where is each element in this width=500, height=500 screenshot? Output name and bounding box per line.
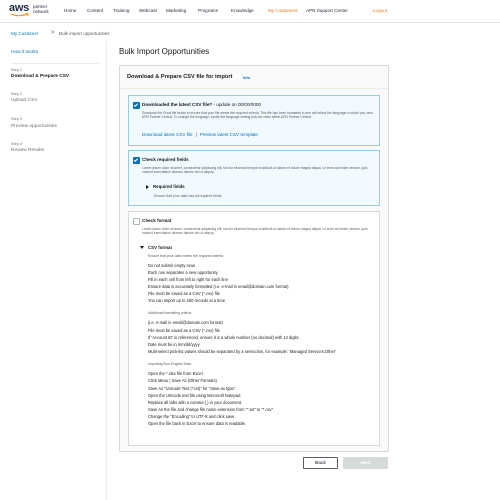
rule-item: Replace all tabs with a comma (,) in your document. [148,400,243,405]
panel-title: Download & Prepare CSV file for import [127,74,233,80]
required-fields-checkbox[interactable] [133,157,140,164]
check-format-card [128,211,380,446]
rule-item: Save As "Unicode Text (*.txt)" for "Save as type". [148,386,237,391]
check-format-checkbox[interactable] [133,218,140,225]
nav-home[interactable]: Home [64,8,77,13]
step-4-title: Review Results [11,148,45,153]
download-csv-description: Download the Excel file below to ensure that your file meets the required criteria. This file has been formatted in and will reflect the language in which you view APN Partner Central. To change the language, locate the language setting pick-list value within APN Partner Central. [142,111,373,120]
next-button[interactable]: Next [343,457,388,469]
rule-item: Date must be in mm/dd/yyyy [148,342,200,347]
nav-knowledge[interactable]: Knowledge [231,8,254,13]
rule-item: File must be saved as a CSV (*.csv) file [148,328,220,333]
step-3-title: Preview opportunities [11,124,57,129]
expand-down-icon [140,246,144,249]
nav-my-customers[interactable]: My Customers [268,8,298,13]
breadcrumb-current: Bulk import opportunities [59,31,110,36]
info-link[interactable]: Info [243,76,250,80]
required-fields-card [128,150,380,206]
logout-link[interactable]: Logout [373,8,388,13]
step-4-number: Step 4 [11,142,22,146]
criteria-heading: Ensure that your data meets the required criteria [148,254,224,258]
rule-item: Change the "Encoding" to UTF-8 and click save. [148,414,236,419]
breadcrumb-separator-icon: > [51,30,55,36]
rule-item: Fill in each cell from left to right for each line [148,277,228,282]
required-fields-description: Lorem ipsum dolor sit amet, consectetur adipiscing elit, sed do eiusmod tempor incididunt ut labore et dolore magna aliqua. Ut enim ad minim veniam, quis nostrud exercitation ullamco laboris nisi ut aliquip. [142,166,368,175]
link-separator: | [195,132,197,137]
download-csv-title: Downloaded the latest CSV file? - update on 00/00/0000 [142,102,261,107]
check-format-title: Check format [142,218,172,223]
download-csv-card [128,95,380,146]
download-latest-csv-link[interactable]: Download latest CSV file [142,132,193,137]
nav-training[interactable]: Training [113,8,130,13]
nav-programs[interactable]: Programs [198,8,218,13]
step-3-number: Step 3 [11,117,22,121]
required-fields-title: Check required fields [142,157,189,162]
logo-subtitle: partner network [33,4,49,14]
rule-item: Do not submit empty rows [148,263,196,268]
prepare-csv-panel [119,65,389,452]
rule-item: Ensure data is accurately formatted (i.e. e-mail in email@domain.com format) [148,284,289,289]
nav-webcast[interactable]: Webcast [139,8,157,13]
preview-csv-template-link[interactable]: Preview latest CSV template [199,132,258,137]
additional-criteria-heading: Additional formatting criteria [148,311,192,315]
rule-item: Save As the file and change file name extension from "*.txt" to "*.csv". [148,407,275,412]
download-links [142,132,258,137]
non-english-heading: Importing Non-English Data [148,362,191,366]
rule-item: (i.e. e-mail in email@domain.com format) [148,320,223,325]
top-navigation-bar [0,0,500,23]
panel-header [120,66,388,89]
back-button[interactable]: Back [303,457,338,469]
breadcrumb-my-customer[interactable]: My Customer [11,31,39,36]
nav-marketing[interactable]: Marketing [166,8,187,13]
aws-partner-network-logo[interactable] [9,3,59,19]
rule-item: Open the Unicode text file using Microsoft Notepad [148,393,241,398]
expand-right-icon [146,185,149,189]
download-csv-checkbox[interactable] [133,102,140,109]
step-1-title[interactable]: Download & Prepare CSV [11,74,70,79]
required-fields-note: Ensure that your data has all required fields [154,194,222,198]
rule-item: File must be saved as a CSV (*.csv) file [148,291,220,296]
rule-item: If 'Account ID' is referenced, ensure it is a whole number (no decimal) with 12 digits [148,335,299,340]
sidebar-divider [11,63,99,64]
nav-apn-support-center[interactable]: APN Support Center [306,8,348,13]
rule-item: Each row separates a new opportunity [148,270,218,275]
rule-item: You can import up to 250 records at a time [148,298,225,303]
wizard-sidebar [0,41,107,500]
required-fields-toggle[interactable]: Required fields [146,184,185,189]
rule-item: Multi-select pick-list values should be separated by a semicolon, for example: 'Managed Services;Other' [148,349,336,354]
step-2-title: Upload CSV [11,98,38,103]
rule-item: Open the file back in Excel to ensure data is readable. [148,421,247,426]
step-2-number: Step 2 [11,92,22,96]
csv-format-toggle[interactable]: CSV format [140,245,172,250]
logo-wordmark: aws [9,2,29,14]
step-1-number: Step 1 [11,68,22,72]
nav-content[interactable]: Content [87,8,104,13]
smile-arrow-icon [10,13,29,17]
page-title: Bulk Import Opportunities [119,47,210,56]
how-it-works-link[interactable]: How it works [11,50,39,55]
breadcrumb [0,29,500,39]
rule-item: Click Menu | Save As (Other Formats) [148,378,217,383]
check-format-description: Lorem ipsum dolor sit amet, consectetur adipiscing elit, sed do eiusmod tempor incididunt ut labore et dolore magna aliqua. Ut enim ad minim veniam, quis nostrud exercitation ullamco laboris nisi ut aliquip. [142,227,368,236]
rule-item: Open the *.xlsx file from Excel [148,371,203,376]
